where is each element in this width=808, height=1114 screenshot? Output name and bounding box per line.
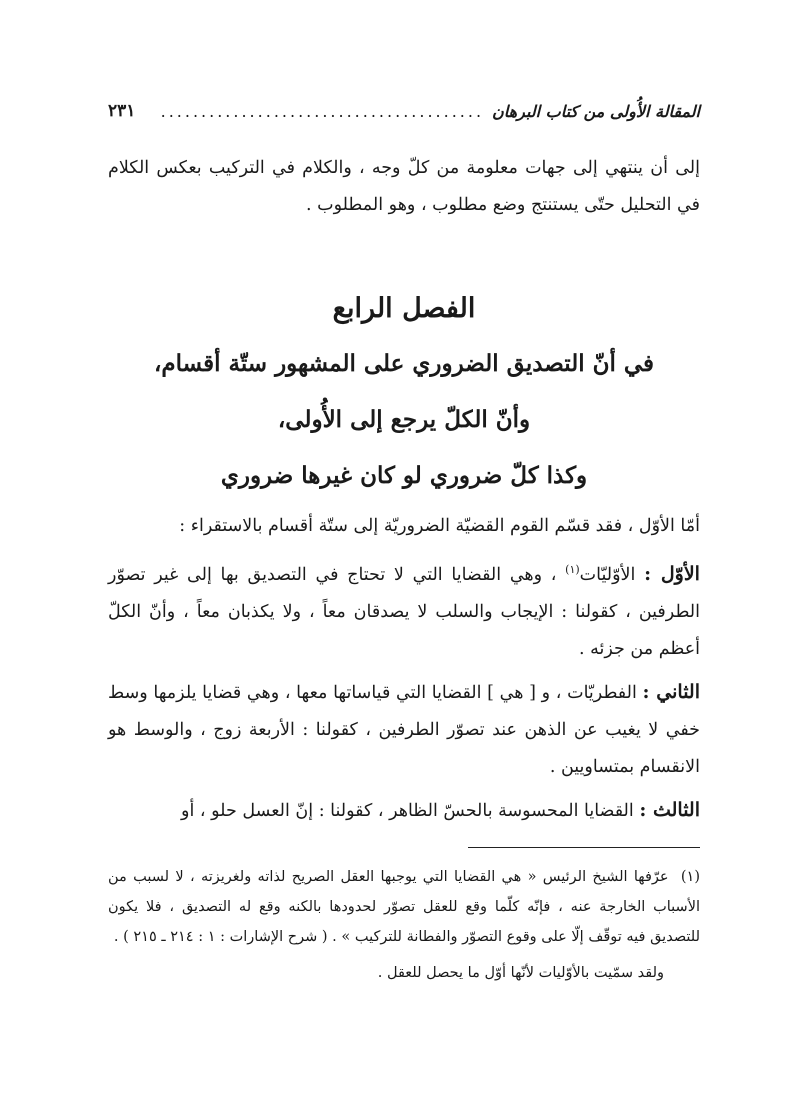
third-category-text: القضايا المحسوسة بالحسّ الظاهر ، كقولنا : إنّ العسل حلو ، أو bbox=[181, 800, 634, 821]
footnote-separator-rule bbox=[468, 847, 700, 848]
footnote-1-text: عرّفها الشيخ الرئيس « هي القضايا التي يوجبها العقل الصريح لذاته ولغريزته ، لا لسبب من الأسباب الخارجة عنه ، فإنّه كلّما وقع للعقل تصوّر لحدودها بالكنه وقع له التصديق ، فلا يكون للتصديق فيه توقّف إلّا على وقوع التصوّر والفطانة للتركيب » . ( شرح الإشارات : ١ : ٢١٤ ـ ٢١٥ ) . bbox=[108, 869, 700, 945]
chapter-title-line-1: في أنّ التصديق الضروري على المشهور ستّة أقسام، bbox=[153, 350, 655, 377]
opening-paragraph: أمّا الأوّل ، فقد قسّم القوم القضيّة الضروريّة إلى ستّة أقسام بالاستقراء : bbox=[179, 516, 700, 536]
chapter-heading bbox=[108, 282, 700, 504]
main-text bbox=[108, 508, 700, 836]
first-category-text: ، وهي القضايا التي لا تحتاج في التصديق بها إلى غير تصوّر الطرفين ، كقولنا : الإيجاب والسلب لا يصدقان معاً ، ولا يكذبان معاً ، وأنّ الكلّ أعظم من جزئه . bbox=[108, 564, 700, 659]
running-header-title: المقالة الأُولى من كتاب البرهان bbox=[492, 101, 700, 121]
first-category-term: الأوّليّات bbox=[579, 564, 636, 585]
page-number: ٢٣١ bbox=[108, 101, 136, 121]
first-category-lead: الأوّل : bbox=[644, 562, 700, 585]
chapter-title-line-2: وأنّ الكلّ يرجع إلى الأُولى، bbox=[277, 406, 531, 433]
chapter-label: الفصل الرابع bbox=[332, 293, 476, 324]
intro-paragraph-block bbox=[108, 150, 700, 224]
third-category-lead: الثالث : bbox=[639, 798, 700, 821]
footnote-1 bbox=[108, 862, 700, 952]
intro-paragraph: إلى أن ينتهي إلى جهات معلومة من كلّ وجه ، والكلام في التركيب بعكس الكلام في التحليل حتّى يستنتج وضع مطلوب ، وهو المطلوب . bbox=[108, 158, 700, 215]
footnotes-section bbox=[108, 862, 700, 988]
footnote-reference-1: (١) bbox=[565, 563, 580, 576]
running-header bbox=[108, 96, 700, 126]
paragraph-first-category bbox=[108, 551, 700, 668]
footnote-1-number: (١) bbox=[680, 869, 700, 885]
second-category-text: الفطريّات ، و [ هي ] القضايا التي قياساتها معها ، وهي قضايا يلزمها وسط خفي لا يغيب عن الذهن عند تصوّر الطرفين ، كقولنا : الأربعة زوج ، والوسط هو الانقسام بمتساويين . bbox=[108, 682, 700, 777]
footnote-1-continuation: ولقد سمّيت بالأوّليات لأنّها أوّل ما يحصل للعقل . bbox=[377, 965, 664, 981]
paragraph-second-category bbox=[108, 674, 700, 786]
chapter-title-line-3: وكذا كلّ ضروري لو كان غيرها ضروري bbox=[220, 462, 588, 489]
running-header-leader-dots: ........................................ bbox=[160, 101, 485, 121]
second-category-lead: الثاني : bbox=[642, 680, 701, 703]
paragraph-third-category bbox=[108, 792, 700, 830]
